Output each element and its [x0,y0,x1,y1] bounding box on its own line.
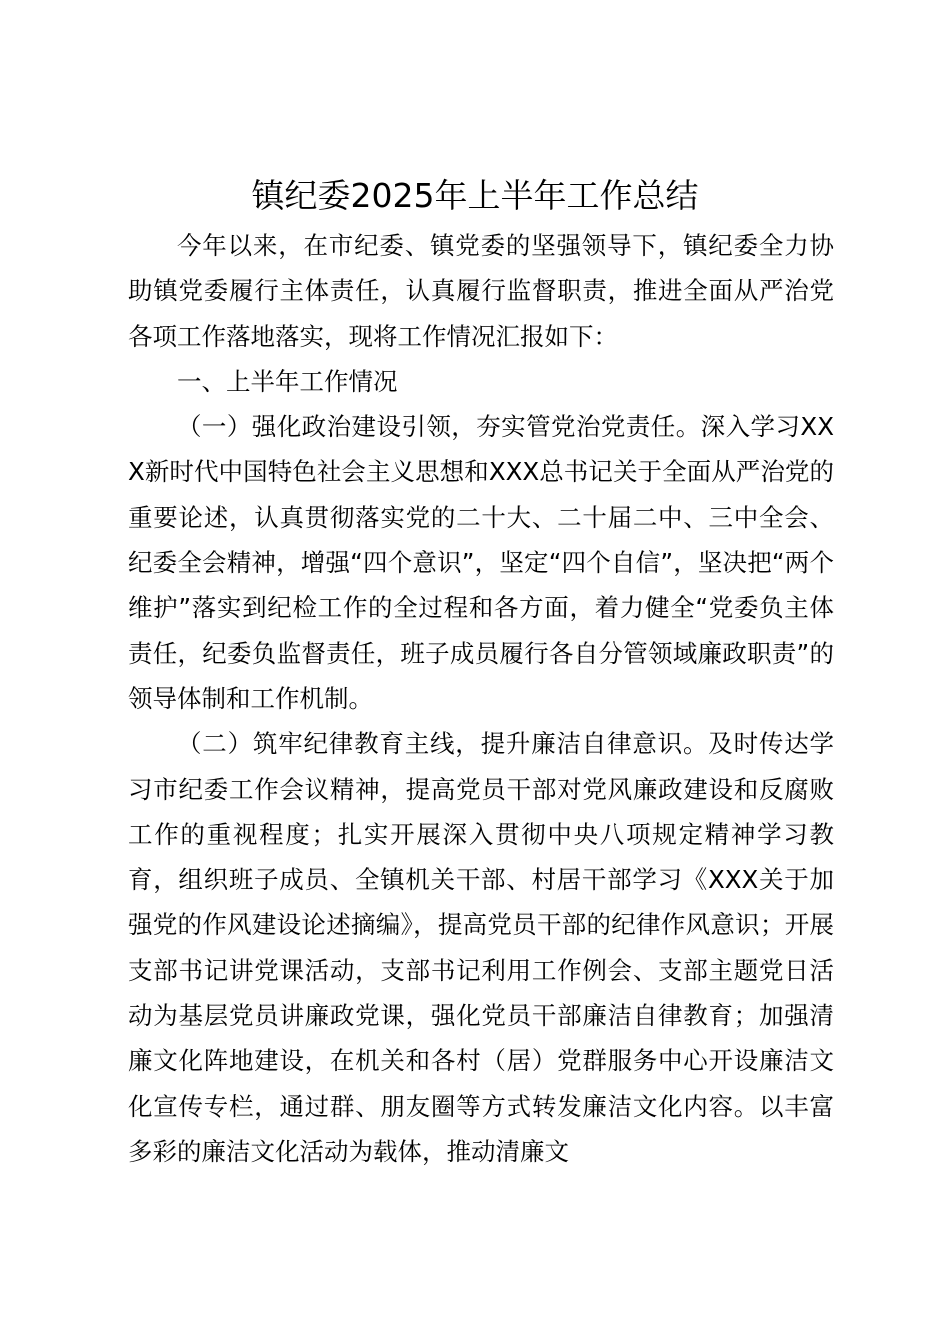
document-title: 镇纪委2025年上半年工作总结 [251,176,699,215]
paragraph-discipline-education: （二）筑牢纪律教育主线，提升廉洁自律意识。及时传达学习市纪委工作会议精神，提高党员干部对党风廉政建设和反腐败工作的重视程度；扎实开展深入贯彻中央八项规定精神学习教育，组织班子成员、全镇机关干部、村居干部学习《XXX关于加强党的作风建设论述摘编》，提高党员干部的纪律作风意识；开展支部书记讲党课活动，支部书记利用工作例会、支部主题党日活动为基层党员讲廉政党课，强化党员干部廉洁自律教育；加强清廉文化阵地建设，在机关和各村（居）党群服务中心开设廉洁文化宣传专栏，通过群、朋友圈等方式转发廉洁文化内容。以丰富多彩的廉洁文化活动为载体，推动清廉文 [128,729,834,1166]
section-heading: 一、上半年工作情况 [177,366,398,396]
paragraph-intro: 今年以来，在市纪委、镇党委的坚强领导下，镇纪委全力协助镇党委履行主体责任，认真履行监督职责，推进全面从严治党各项工作落地落实，现将工作情况汇报如下： [128,231,834,351]
document-body [128,223,834,1174]
paragraph-political-construction: （一）强化政治建设引领，夯实管党治党责任。深入学习XXX新时代中国特色社会主义思想和XXX总书记关于全面从严治党的重要论述，认真贯彻落实党的二十大、二十届二中、三中全会、纪委全会精神，增强“四个意识”，坚定“四个自信”，坚决把“两个维护”落实到纪检工作的全过程和各方面，着力健全“党委负主体责任，纪委负监督责任，班子成员履行各自分管领域廉政职责”的领导体制和工作机制。 [128,412,834,713]
